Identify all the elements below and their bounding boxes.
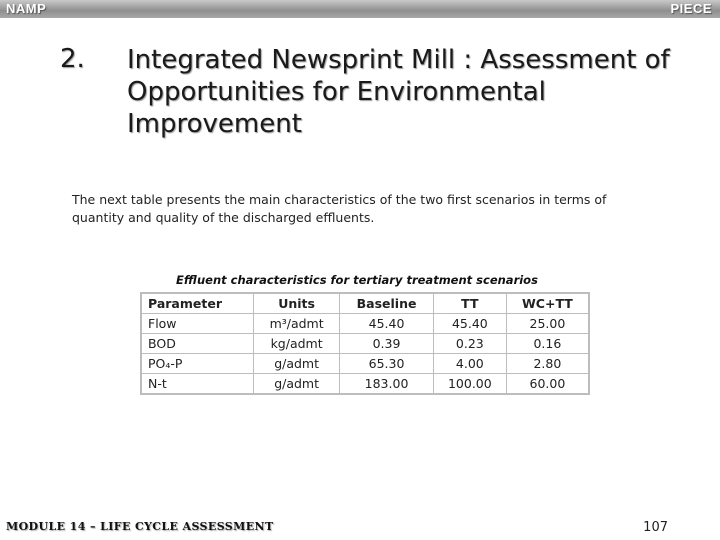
intro-paragraph [72,191,672,227]
intro-line: quantity and quality of the discharged effluents. [72,210,375,225]
table-cell: 0.23 [433,334,506,354]
module-footer: MODULE 14 – LIFE CYCLE ASSESSMENT [6,520,274,533]
header-bar [0,0,720,18]
column-header: Parameter [141,293,253,314]
table-cell: 0.39 [340,334,434,354]
page-number: 107 [643,520,668,535]
table-cell: 45.40 [340,314,434,334]
table-cell: g/admt [253,374,339,395]
table-header-row [141,293,589,314]
namp-logo-text: NAMP [6,1,47,16]
table-cell: m³/admt [253,314,339,334]
column-header: TT [433,293,506,314]
table-cell: 4.00 [433,354,506,374]
table-cell: PO₄-P [141,354,253,374]
table-cell: 0.16 [506,334,589,354]
table-row [141,374,589,395]
table-cell: BOD [141,334,253,354]
column-header: WC+TT [506,293,589,314]
slide-title [127,44,687,140]
table-cell: N-t [141,374,253,395]
effluent-table [140,292,590,395]
table-cell: 183.00 [340,374,434,395]
column-header: Units [253,293,339,314]
table-row [141,314,589,334]
slide-number: 2. [60,44,85,74]
table-cell: 2.80 [506,354,589,374]
table-cell: 65.30 [340,354,434,374]
table-cell: 100.00 [433,374,506,395]
table-cell: 45.40 [433,314,506,334]
table-caption: Effluent characteristics for tertiary treatment scenarios [176,273,538,287]
title-line: Integrated Newsprint Mill : Assessment of [127,45,670,75]
table-cell: Flow [141,314,253,334]
table-row [141,354,589,374]
column-header: Baseline [340,293,434,314]
table-row [141,334,589,354]
table-cell: 60.00 [506,374,589,395]
table-cell: kg/admt [253,334,339,354]
title-line: Opportunities for Environmental [127,77,546,107]
table-cell: g/admt [253,354,339,374]
piece-logo-text: PIECE [670,1,712,16]
table-cell: 25.00 [506,314,589,334]
intro-line: The next table presents the main characteristics of the two first scenarios in terms of [72,192,607,207]
title-line: Improvement [127,109,302,139]
